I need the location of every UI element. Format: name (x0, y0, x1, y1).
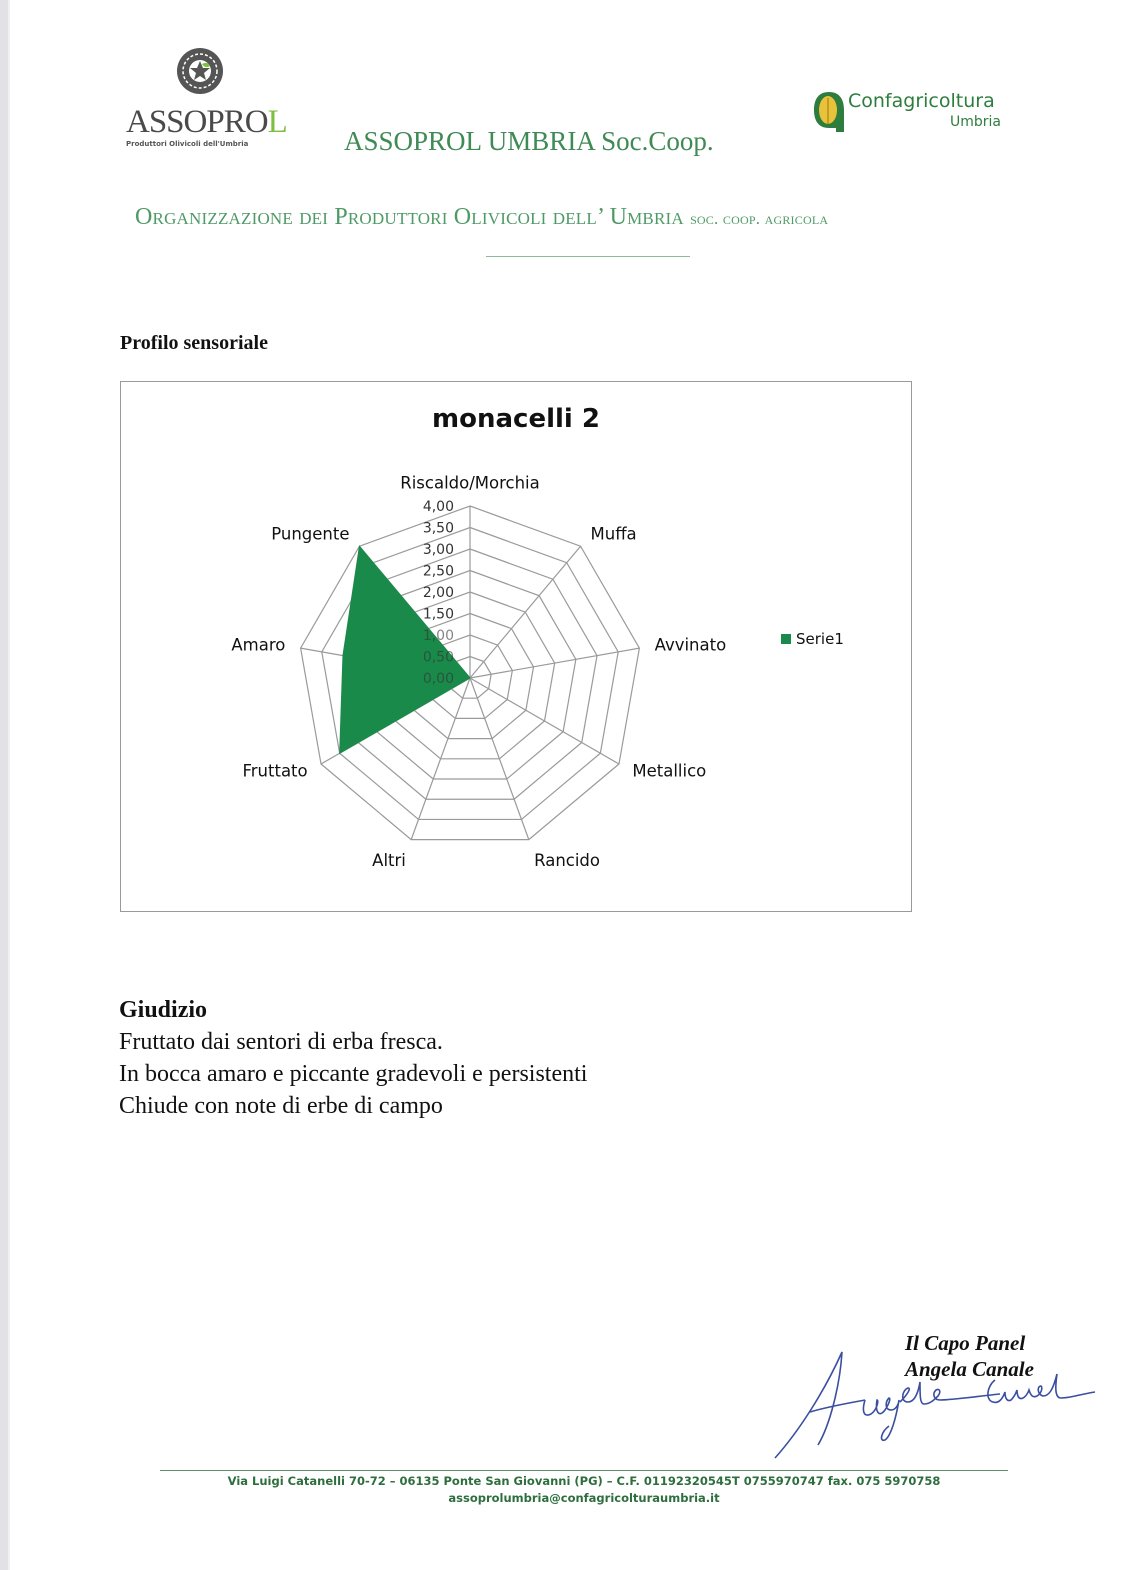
header-divider (486, 256, 690, 257)
footer-email[interactable]: assoprolumbria@confagricolturaumbria.it (448, 1491, 720, 1505)
page-edge (0, 0, 10, 1570)
confagricoltura-region: Umbria (950, 114, 1001, 130)
grid-spoke (470, 678, 619, 764)
organization-suffix: soc. coop. agricola (690, 209, 829, 228)
assoprol-subtitle: Produttori Olivicoli dell'Umbria (126, 140, 249, 148)
tick-label: 2,50 (422, 563, 454, 580)
axis-label: Fruttato (242, 761, 308, 781)
judgement-title: Giudizio (119, 997, 208, 1023)
tick-label: 2,00 (422, 585, 454, 601)
legend-swatch (781, 634, 791, 644)
grid-spoke (470, 546, 581, 678)
axis-label: Metallico (632, 761, 707, 781)
axis-label: Altri (372, 851, 406, 871)
tick-label: 4,00 (422, 499, 454, 515)
organization-main: Organizzazione dei Produttori Olivicoli dell’ Umbria (135, 204, 684, 230)
wheat-icon (812, 88, 846, 132)
tick-label: 0,50 (422, 649, 454, 666)
axis-label: Avvinato (654, 635, 727, 655)
judgement (119, 994, 587, 1122)
footer-divider (160, 1470, 1008, 1471)
judgement-line: Chiude con note di erbe di campo (119, 1093, 443, 1119)
axis-label: Muffa (590, 524, 637, 544)
axis-label: Pungente (271, 524, 350, 544)
judgement-line: In bocca amaro e piccante gradevoli e persistenti (119, 1061, 588, 1087)
footer (160, 1473, 1008, 1507)
legend-label: Serie1 (796, 630, 844, 648)
company-name: ASSOPROL UMBRIA Soc.Coop. (344, 126, 714, 156)
axis-label: Rancido (534, 851, 601, 871)
signature-name: Angela Canale (905, 1357, 1034, 1381)
assoprol-wordmark: ASSOPROL (126, 104, 287, 140)
tick-label: 3,00 (422, 542, 454, 558)
axis-label: Riscaldo/Morchia (400, 473, 540, 493)
footer-address: Via Luigi Catanelli 70-72 – 06135 Ponte San Giovanni (PG) – C.F. 01192320545T 0755970747 fax. 075 5970758 (227, 1474, 941, 1488)
signature-block (905, 1330, 1034, 1382)
rosette-icon (175, 46, 225, 96)
tick-label: 1,00 (422, 628, 454, 644)
tick-label: 1,50 (422, 606, 454, 623)
judgement-line: Fruttato dai sentori di erba fresca. (119, 1029, 443, 1055)
organization-name (135, 204, 828, 231)
chart-title: monacelli 2 (432, 404, 600, 434)
chart-container (120, 381, 912, 912)
tick-label: 3,50 (422, 520, 454, 537)
confagricoltura-logo (812, 88, 1022, 138)
assoprol-logo (120, 44, 287, 154)
tick-label: 0,00 (422, 671, 454, 687)
chart-legend (781, 630, 844, 648)
confagricoltura-name: Confagricoltura (848, 90, 995, 112)
section-title: Profilo sensoriale (120, 332, 268, 354)
signature-role: Il Capo Panel (905, 1331, 1026, 1355)
axis-label: Amaro (231, 635, 286, 655)
